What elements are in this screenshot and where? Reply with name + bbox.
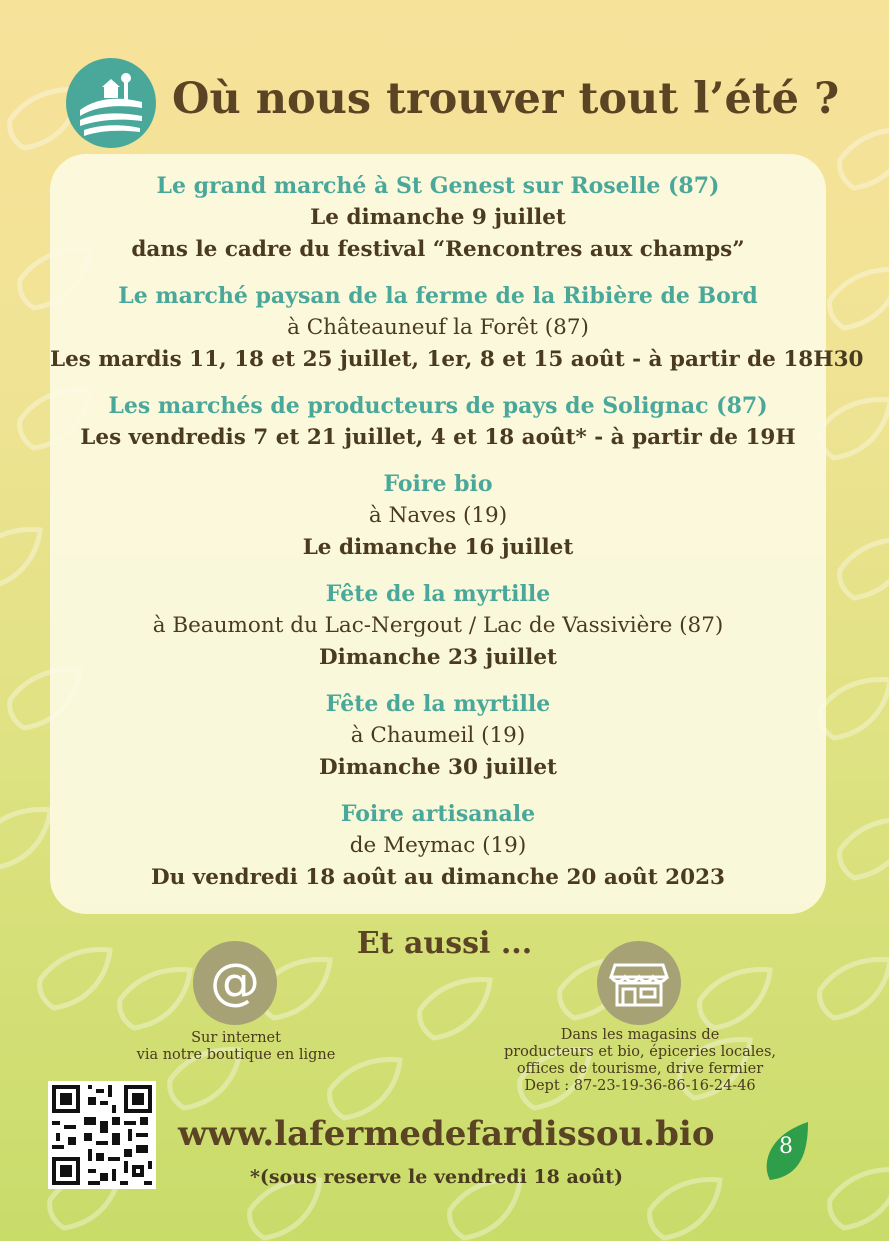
- website-url[interactable]: www.lafermedefardissou.bio: [178, 1114, 715, 1154]
- page-header: [66, 58, 846, 148]
- aussi-heading: Et aussi ...: [356, 926, 533, 961]
- at-sign-icon: [193, 941, 277, 1025]
- footnote: *(sous reserve le vendredi 18 août): [250, 1166, 624, 1188]
- qr-code-icon: [48, 1081, 156, 1189]
- shops-line: Dans les magasins de: [560, 1027, 720, 1043]
- event-location: de Meymac (19): [349, 833, 527, 858]
- farm-landscape-icon: [66, 58, 156, 148]
- event-name: Foire artisanale: [340, 801, 536, 827]
- online-line: Sur internet: [191, 1030, 281, 1046]
- event-item: [50, 688, 826, 784]
- event-date: Les vendredis 7 et 21 juillet, 4 et 18 août* - à partir de 19H: [80, 425, 796, 450]
- shops-line: producteurs et bio, épiceries locales,: [503, 1044, 777, 1060]
- page-title: Où nous trouver tout l’été ?: [172, 74, 840, 124]
- page-number: 8: [779, 1134, 793, 1159]
- event-item: [50, 280, 864, 376]
- event-name: Le marché paysan de la ferme de la Ribière de Bord: [118, 283, 758, 309]
- shops-line: offices de tourisme, drive fermier: [516, 1061, 764, 1077]
- event-detail: dans le cadre du festival “Rencontres aux champs”: [131, 237, 745, 262]
- event-item: [50, 170, 826, 266]
- event-item: [50, 390, 826, 454]
- event-item: [50, 468, 826, 564]
- shop-icon: [597, 941, 681, 1025]
- shops-line: Dept : 87-23-19-36-86-16-24-46: [524, 1078, 756, 1094]
- event-date: Dimanche 30 juillet: [319, 755, 557, 780]
- shops-text: [500, 1027, 780, 1095]
- event-location: à Chaumeil (19): [350, 723, 526, 748]
- event-date: Le dimanche 9 juillet: [310, 205, 566, 230]
- event-name: Les marchés de producteurs de pays de Solignac (87): [108, 393, 768, 419]
- event-item: [50, 578, 826, 674]
- event-location: à Naves (19): [368, 503, 508, 528]
- event-name: Foire bio: [383, 471, 493, 497]
- event-location: à Beaumont du Lac-Nergout / Lac de Vassivière (87): [152, 613, 724, 638]
- event-date: Du vendredi 18 août au dimanche 20 août 2023: [150, 865, 726, 890]
- event-date: Dimanche 23 juillet: [319, 645, 557, 670]
- event-name: Fête de la myrtille: [325, 581, 551, 607]
- event-name: Le grand marché à St Genest sur Roselle (87): [156, 173, 720, 199]
- event-date: Le dimanche 16 juillet: [302, 535, 574, 560]
- event-date: Les mardis 11, 18 et 25 juillet, 1er, 8 et 15 août - à partir de 18H30: [50, 347, 864, 372]
- online-text: [126, 1030, 346, 1064]
- event-name: Fête de la myrtille: [325, 691, 551, 717]
- online-line: via notre boutique en ligne: [136, 1047, 336, 1063]
- svg-text:@: @: [210, 953, 260, 1011]
- event-item: [50, 798, 826, 894]
- event-location: à Châteauneuf la Forêt (87): [287, 315, 589, 340]
- events-list: [50, 170, 864, 908]
